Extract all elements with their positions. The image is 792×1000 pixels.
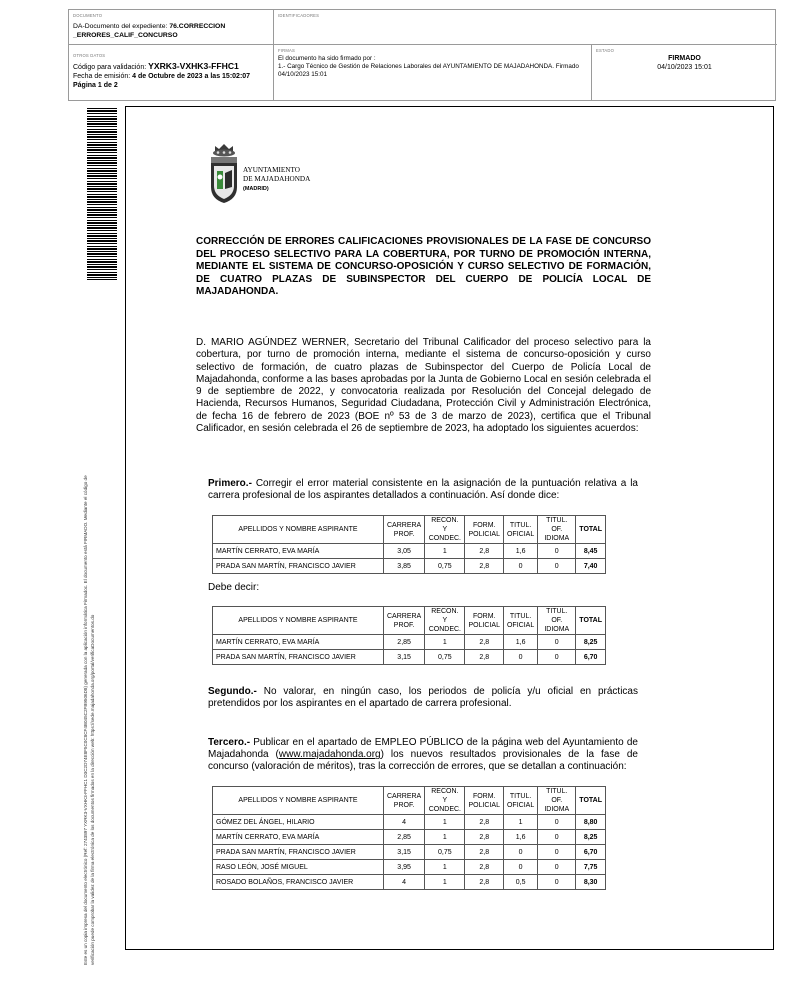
pagina-indicator: Página 1 de 2	[73, 81, 118, 89]
scores-table-original	[212, 515, 606, 574]
estado-label: ESTADO	[596, 48, 615, 53]
table-row: RASO LEÓN, JOSÉ MIGUEL 3,95 1 2,8 0 0 7,75	[213, 860, 606, 875]
document-title: CORRECCIÓN DE ERRORES CALIFICACIONES PROVISIONALES DE LA FASE DE CONCURSO DEL PROCESO SELECTIVO PARA LA COBERTURA, POR TURNO DE PROMOCIÓN INTERNA, MEDIANTE EL SISTEMA DE CONCURSO-OPOSICIÓN Y CURSO SELECTIVO DE FORMACIÓN, DE CUATRO PLAZAS DE SUBINSPECTOR DEL CUERPO DE POLICÍA LOCAL DE MAJADAHONDA.	[196, 236, 651, 297]
tercero-text-1: Publicar en el apartado de EMPLEO PÚBLICO de la página web del Ayuntamiento de Majadahonda (	[208, 737, 638, 761]
firmas-label: FIRMAS	[278, 48, 296, 53]
table-row: PRADA SAN MARTÍN, FRANCISCO JAVIER 3,15 0,75 2,8 0 0 6,70	[213, 650, 606, 665]
header-titul: TITUL. OFICIAL	[503, 607, 537, 635]
identificadores-cell	[274, 10, 777, 45]
firmas-text: El documento ha sido firmado por :	[278, 55, 376, 63]
header-carrera: CARRERA PROF.	[384, 787, 425, 815]
estado-value: FIRMADO	[668, 55, 701, 63]
debe-decir-label: Debe decir:	[208, 582, 260, 593]
header-titul: TITUL. OFICIAL	[503, 787, 537, 815]
firmas-cell	[274, 45, 592, 100]
ayuntamiento-line-1: AYUNTAMIENTO	[243, 166, 300, 174]
primero-label: Primero.-	[208, 478, 252, 489]
header-name: APELLIDOS Y NOMBRE ASPIRANTE	[213, 516, 384, 544]
header-carrera: CARRERA PROF.	[384, 607, 425, 635]
intro-paragraph: D. MARIO AGÚNDEZ WERNER, Secretario del Tribunal Calificador del proceso selectivo para la cobertura, por turno de promoción interna, mediante el sistema de concurso-oposición y curso selectivo de formación, de cuatro plazas de Subinspector del Cuerpo de Policía Local de Majadahonda, conforme a las bases aprobadas por la Junta de Gobierno Local en sesión celebrada el 9 de septiembre de 2022, y convocatoria realizada por Resolución del Concejal delegado de Hacienda, Recursos Humanos, Seguridad Ciudadana, Protección Civil y Administración Electrónica, de fecha 16 de febrero de 2023 (BOE nº 53 de 3 de marzo de 2023), certifica que el Tribunal Calificador, en sesión celebrada el 26 de septiembre de 2023, ha adoptado los siguientes acuerdos:	[196, 337, 651, 435]
table-row: MARTÍN CERRATO, EVA MARÍA 2,85 1 2,8 1,6 0 8,25	[213, 830, 606, 845]
table-row: MARTÍN CERRATO, EVA MARÍA 3,05 1 2,8 1,6 0 8,45	[213, 544, 606, 559]
header-form: FORM. POLICIAL	[465, 787, 504, 815]
documento-value: DA-Documento del expediente: 76.CORRECCION _ERRORES_CALIF_CONCURSO	[73, 23, 226, 39]
header-name: APELLIDOS Y NOMBRE ASPIRANTE	[213, 787, 384, 815]
header-idioma: TITUL. OF. IDIOMA	[538, 607, 576, 635]
segundo-label: Segundo.-	[208, 686, 257, 697]
fecha-emision: Fecha de emisión: 4 de Octubre de 2023 a las 15:02:07	[73, 73, 251, 80]
header-idioma: TITUL. OF. IDIOMA	[538, 787, 576, 815]
documento-label: DOCUMENTO	[73, 13, 103, 18]
tercero-paragraph	[208, 737, 638, 774]
segundo-paragraph	[208, 686, 638, 710]
tercero-label: Tercero.-	[208, 737, 251, 748]
validation-line-2: verificación puede comprobar la validez de la firma electrónica de los documentos firmados en la dirección web: https://sede.majadahonda.org/portal/verificaDocumentos.do	[90, 614, 95, 965]
majadahonda-link[interactable]: www.majadahonda.org	[278, 749, 381, 761]
header-carrera: CARRERA PROF.	[384, 516, 425, 544]
header-form: FORM. POLICIAL	[465, 607, 504, 635]
header-recon: RECON. Y CONDEC.	[425, 607, 465, 635]
document-header	[68, 9, 776, 101]
barcode	[87, 108, 117, 280]
header-name: APELLIDOS Y NOMBRE ASPIRANTE	[213, 607, 384, 635]
table-header-row	[213, 607, 606, 635]
header-total: TOTAL	[576, 787, 606, 815]
table-row: MARTÍN CERRATO, EVA MARÍA 2,85 1 2,8 1,6 0 8,25	[213, 635, 606, 650]
ayuntamiento-line-2: DE MAJADAHONDA	[243, 175, 311, 183]
codigo-validacion: Código para validación: YXRK3-VXHK3-FFHC1	[73, 61, 239, 72]
table-row: GÓMEZ DEL ÁNGEL, HILARIO 4 1 2,8 1 0 8,80	[213, 815, 606, 830]
firmas-detail: 1.- Cargo Técnico de Gestión de Relaciones Laborales del AYUNTAMIENTO DE MAJADAHONDA. Firmado 04/10/2023 15:01	[278, 63, 579, 78]
table-header-row	[213, 787, 606, 815]
segundo-text: No valorar, en ningún caso, los periodos de policía y/u oficial en prácticas pretendidos por los aspirantes en el apartado de carrera profesional.	[208, 686, 638, 710]
scores-table-corrected	[212, 606, 606, 665]
ayuntamiento-name	[243, 166, 310, 194]
header-titul: TITUL. OFICIAL	[503, 516, 537, 544]
otros-datos-cell	[69, 45, 274, 100]
estado-fecha: 04/10/2023 15:01	[657, 64, 712, 71]
table-row: PRADA SAN MARTÍN, FRANCISCO JAVIER 3,85 0,75 2,8 0 0 7,40	[213, 559, 606, 574]
otros-datos-label: OTROS DATOS	[73, 53, 106, 58]
ayuntamiento-line-3: (MADRID)	[243, 186, 269, 192]
header-total: TOTAL	[576, 607, 606, 635]
validation-vertical-text	[82, 300, 96, 965]
header-recon: RECON. Y CONDEC.	[425, 787, 465, 815]
documento-cell	[69, 10, 274, 45]
header-recon: RECON. Y CONDEC.	[425, 516, 465, 544]
header-idioma: TITUL. OF. IDIOMA	[538, 516, 576, 544]
identificadores-label: IDENTIFICADORES	[278, 13, 320, 18]
primero-text: Corregir el error material consistente en la asignación de la puntuación relativa a la carrera profesional de los aspirantes detallados a continuación. Así donde dice:	[208, 478, 638, 502]
coat-of-arms-icon	[207, 143, 241, 205]
tercero-text-2: ) los nuevos resultados provisionales de la fase de concurso (valoración de méritos), tras la corrección de errores, que se detallan a continuación:	[208, 749, 638, 773]
table-row: ROSADO BOLAÑOS, FRANCISCO JAVIER 4 1 2,8 0,5 0 8,30	[213, 875, 606, 890]
validation-line-1: Este es un copia impresa del documento electrónico (Ref: 2743897 YXRK3-VXHK3-FFHC1 D3C2D74E8F5C0C8CF4B045C2FB9506D8) generada con la aplicación informática Firmadoc. El documento está FIRMADO. Mediante el código de	[83, 475, 88, 965]
table-row: PRADA SAN MARTÍN, FRANCISCO JAVIER 3,15 0,75 2,8 0 0 6,70	[213, 845, 606, 860]
header-total: TOTAL	[576, 516, 606, 544]
primero-paragraph	[208, 478, 638, 502]
scores-table-provisional	[212, 786, 606, 890]
estado-cell	[592, 45, 777, 100]
header-form: FORM. POLICIAL	[465, 516, 504, 544]
table-header-row	[213, 516, 606, 544]
